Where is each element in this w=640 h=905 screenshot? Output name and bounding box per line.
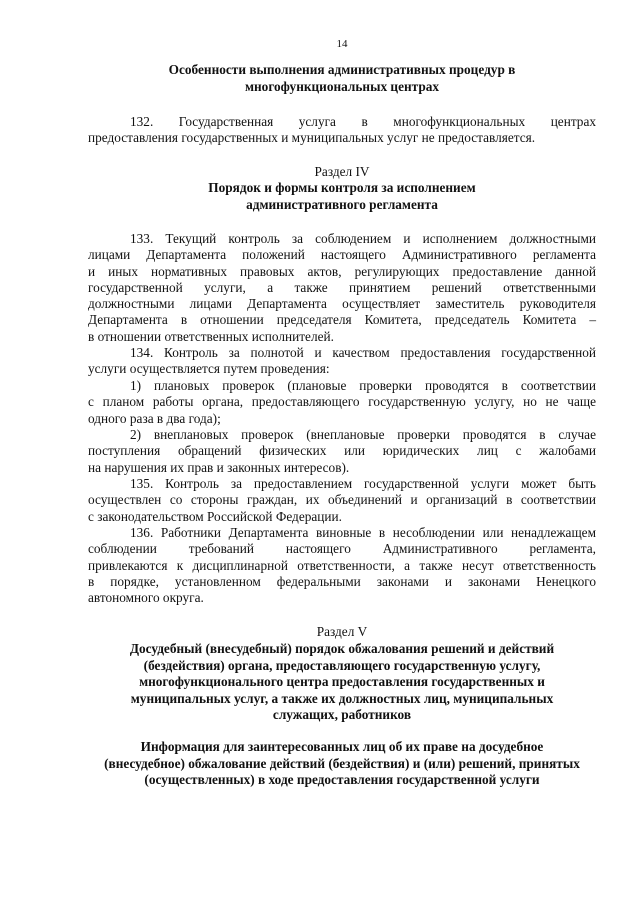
paragraph-line: должностными лицами Департамента осуществляет заместитель руководителя: [88, 296, 596, 312]
section-4-label: [88, 164, 596, 181]
paragraph-line: осуществлен со стороны граждан, их объединений и организаций в соответствии: [88, 492, 596, 508]
paragraph-line: услуги осуществляется путем проведения:: [88, 361, 330, 377]
paragraph-line: 136. Работники Департамента виновные в несоблюдении или ненадлежащем: [130, 525, 596, 540]
paragraph-line: 135. Контроль за предоставлением государственной услуги может быть: [130, 476, 596, 491]
heading-line: многофункциональных центрах: [244, 78, 440, 94]
heading-line: многофункционального центра предоставления государственных и: [139, 674, 545, 689]
paragraph-line: предоставления государственных и муниципальных услуг не предоставляется.: [88, 130, 536, 146]
heading-line: административного регламента: [246, 196, 438, 212]
paragraph-134: [88, 345, 596, 378]
paragraph-line: привлекаются к дисциплинарной ответственности, а также несут ответственность: [88, 557, 596, 573]
heading-line: (бездействия) органа, предоставляющего государственную услугу,: [143, 657, 541, 673]
paragraph-line: государственной услуги, а также принятием решений ответственными: [88, 279, 596, 295]
mfc-procedures-heading: [88, 62, 596, 95]
paragraph-line: 2) внеплановых проверок (внеплановые проверки проводятся в случае: [130, 427, 596, 442]
heading-line: (внесудебное) обжалование действий (бездействия) и (или) решений, принятых: [104, 755, 580, 771]
paragraph-line: и иных нормативных правовых актов, регулирующих предоставление данной: [88, 263, 596, 279]
page-number: 14: [336, 38, 348, 50]
paragraph-line: лицами Департамента положений настоящего Административного регламента: [88, 247, 596, 263]
section-label-text: Раздел V: [316, 624, 368, 639]
paragraph-135: [88, 476, 596, 525]
paragraph-line: в отношении ответственных исполнителей.: [88, 328, 334, 344]
paragraph-line: 1) плановых проверок (плановые проверки проводятся в соответствии: [130, 378, 596, 393]
heading-line: служащих, работников: [272, 707, 412, 722]
section-label-text: Раздел IV: [314, 164, 370, 179]
paragraph-line: с законодательством Российской Федерации.: [88, 508, 342, 524]
paragraph-line: в порядке, установленном федеральными законами и законами Ненецкого: [88, 573, 596, 589]
heading-line: Досудебный (внесудебный) порядок обжалования решений и действий: [129, 641, 555, 656]
heading-line: Порядок и формы контроля за исполнением: [208, 180, 476, 195]
heading-line: муниципальных услуг, а также их должностных лиц, муниципальных: [130, 690, 554, 706]
paragraph-134-item-2: [88, 427, 596, 476]
paragraph-line: поступления обращений физических или юридических лиц с жалобами: [88, 443, 596, 459]
heading-line: Особенности выполнения административных процедур в: [168, 62, 516, 77]
paragraph-line: 133. Текущий контроль за соблюдением и исполнением должностными: [130, 231, 596, 246]
paragraph-line: с планом работы органа, предоставляющего государственную услугу, но не чаще: [88, 394, 596, 410]
paragraph-line: одного раза в два года);: [88, 410, 221, 426]
paragraph-134-item-1: [88, 378, 596, 427]
paragraph-line: 134. Контроль за полнотой и качеством предоставления государственной: [130, 345, 596, 360]
section-5-label: [88, 624, 596, 641]
paragraph-line: на нарушения их прав и законных интересов).: [88, 459, 350, 475]
section-5-title: [88, 641, 596, 724]
paragraph-136: [88, 525, 596, 606]
heading-line: (осуществленных) в ходе предоставления государственной услуги: [144, 772, 540, 787]
paragraph-line: 132. Государственная услуга в многофункциональных центрах: [130, 114, 596, 129]
heading-line: Информация для заинтересованных лиц об их праве на досудебное: [140, 739, 544, 754]
paragraph-133: [88, 231, 596, 345]
appeal-info-heading: [88, 739, 596, 789]
paragraph-line: Департамента в отношении председателя Комитета, председатель Комитета –: [88, 312, 596, 328]
paragraph-132: [88, 114, 596, 147]
section-4-title: [88, 180, 596, 213]
paragraph-line: соблюдении требований настоящего Административного регламента,: [88, 541, 596, 557]
paragraph-line: автономного округа.: [88, 590, 204, 606]
